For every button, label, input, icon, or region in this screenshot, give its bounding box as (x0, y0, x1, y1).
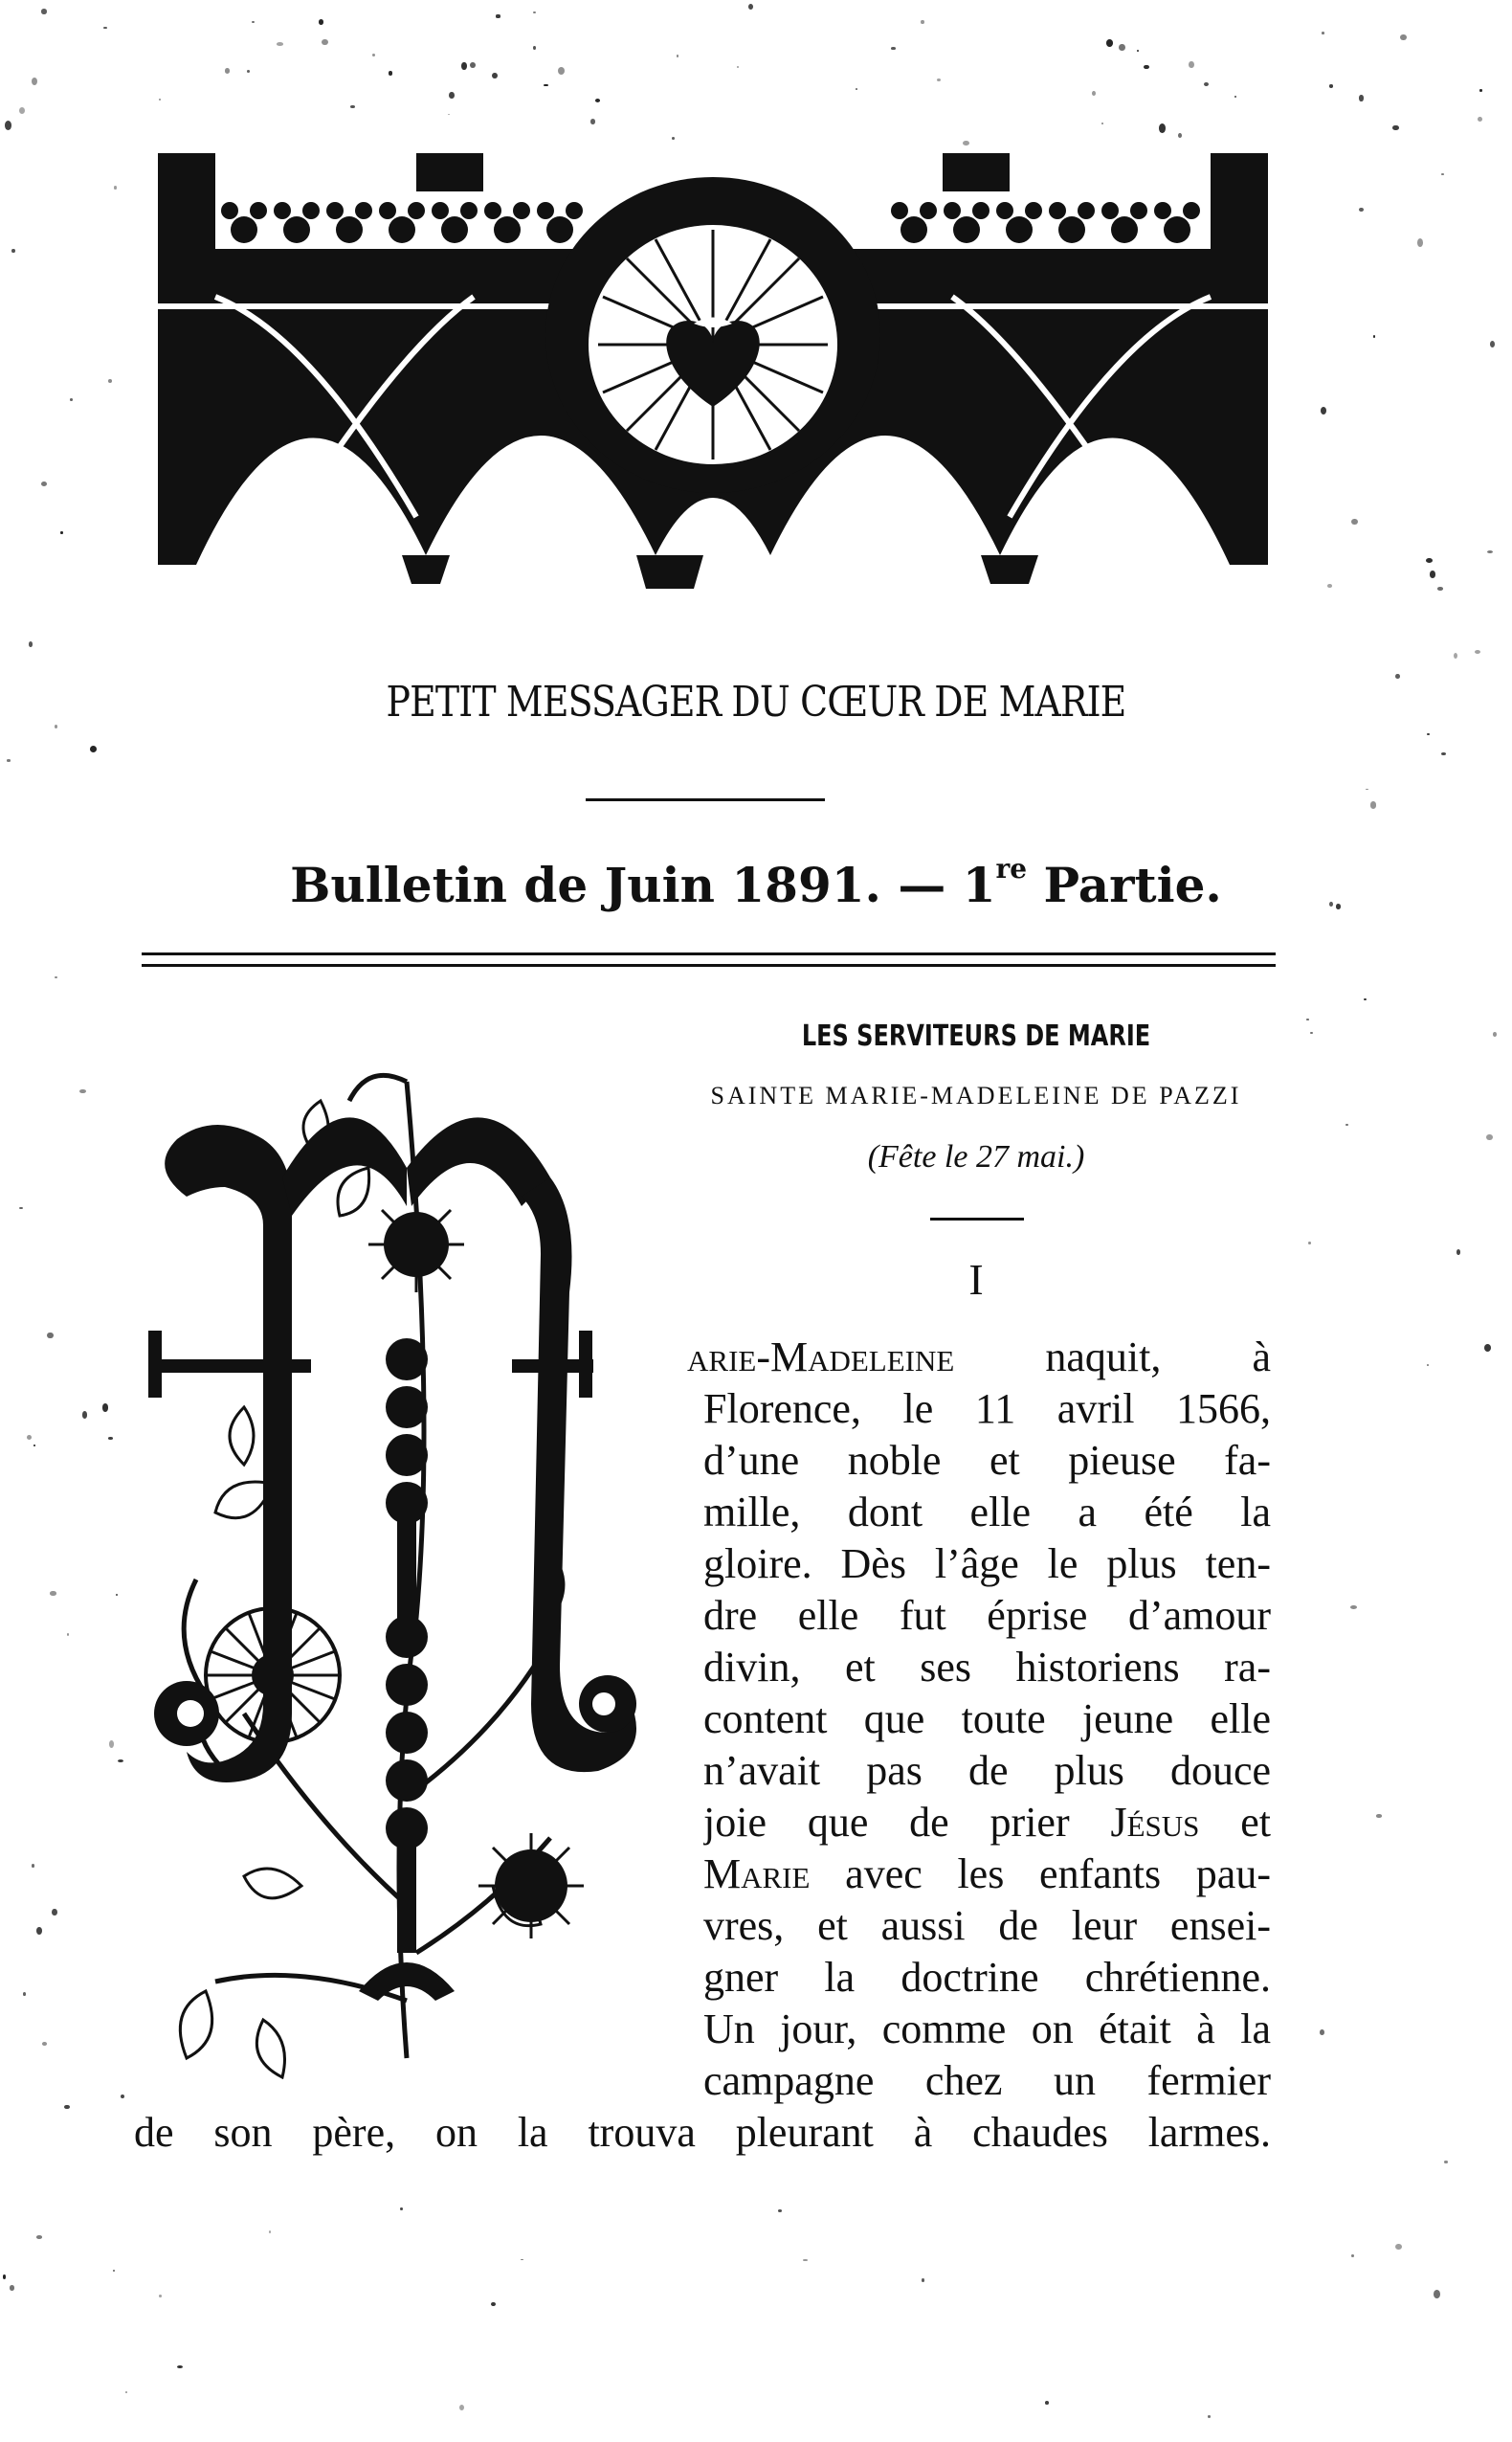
scan-speck (64, 2105, 69, 2110)
scan-speck (19, 1207, 23, 1210)
scan-speck (1430, 571, 1435, 577)
scan-speck (5, 121, 11, 129)
scan-speck (449, 92, 455, 99)
scan-speck (109, 1740, 115, 1748)
scan-speck (19, 107, 25, 114)
body-line-10-text: joie que de prier (703, 1799, 1111, 1846)
scan-speck (118, 1759, 124, 1763)
scan-speck (1366, 789, 1368, 791)
scan-speck (1359, 208, 1363, 212)
scan-speck (10, 2285, 14, 2291)
body-line-5: gloire. Dès l’âge le plus ten- (703, 1540, 1271, 1587)
scan-speck (1137, 50, 1139, 52)
scan-speck (492, 73, 498, 78)
scan-speck (595, 99, 601, 102)
scan-speck (36, 1927, 42, 1935)
body-line-10 (703, 1798, 1271, 1848)
scan-speck (116, 1594, 118, 1595)
scan-speck (1106, 39, 1113, 47)
scan-speck (1427, 1364, 1429, 1366)
scan-speck (1486, 1134, 1492, 1140)
scan-speck (82, 1411, 88, 1419)
scan-speck (11, 249, 15, 254)
scan-speck (29, 641, 33, 647)
scan-speck (177, 2365, 182, 2368)
body-line-6: dre elle fut éprise d’amour (703, 1592, 1271, 1639)
scan-speck (1329, 84, 1333, 87)
body-line-13: gner la doctrine chrétienne. (703, 1954, 1271, 2001)
scan-speck (1376, 1814, 1381, 1817)
scan-speck (47, 1333, 54, 1339)
scan-speck (1392, 125, 1398, 130)
scan-speck (1475, 650, 1480, 654)
bulletin-superscript: re (995, 853, 1028, 885)
scan-speck (1327, 584, 1332, 588)
scan-speck (400, 2207, 403, 2210)
scan-speck (52, 1909, 57, 1916)
scan-speck (1364, 998, 1367, 1001)
scan-speck (1208, 2415, 1211, 2418)
scan-speck (590, 119, 596, 124)
scan-speck (108, 379, 112, 383)
scan-speck (1321, 407, 1326, 414)
scan-speck (1454, 653, 1458, 660)
section-number: I (968, 1255, 984, 1304)
scan-speck (963, 141, 969, 146)
scan-speck (1426, 558, 1433, 563)
scan-speck (1351, 519, 1358, 526)
scan-speck (7, 759, 11, 762)
scan-speck (113, 2270, 115, 2272)
gothic-header-ornament (158, 153, 1268, 603)
scan-speck (448, 114, 451, 116)
scan-speck (891, 47, 896, 50)
scan-speck (1189, 61, 1194, 68)
body-line-11-text: avec les enfants pau- (810, 1850, 1271, 1897)
scan-speck (1417, 238, 1423, 247)
scan-speck (1234, 96, 1236, 97)
scan-speck (70, 398, 73, 401)
scan-speck (1437, 587, 1443, 590)
scan-speck (921, 20, 923, 24)
scan-speck (159, 2295, 162, 2297)
scan-speck (1351, 2254, 1354, 2257)
scan-speck (1144, 65, 1149, 70)
scan-speck (322, 39, 328, 45)
body-line-10-smallcaps: Jésus (1110, 1799, 1200, 1846)
scan-speck (1092, 91, 1096, 96)
scan-speck (319, 19, 324, 25)
scan-speck (372, 54, 375, 57)
scan-speck (937, 78, 941, 81)
body-line-9: n’avait pas de plus douce (703, 1747, 1271, 1794)
scan-speck (1045, 2401, 1049, 2405)
scan-speck (1101, 123, 1103, 124)
scan-speck (803, 2259, 807, 2262)
scan-speck (672, 137, 675, 140)
body-line-15: campagne chez un fermier (703, 2057, 1271, 2104)
scan-speck (1373, 335, 1376, 337)
scan-speck (55, 976, 57, 978)
scan-speck (496, 14, 500, 17)
scan-speck (737, 66, 739, 68)
body-line-8: content que toute jeune elle (703, 1695, 1271, 1742)
body-line-16: de son père, on la trouva pleurant à chaudes larmes. (134, 2109, 1271, 2156)
scan-speck (1478, 117, 1482, 122)
bulletin-prefix: Bulletin de Juin 1891. — 1 (290, 857, 996, 913)
scan-speck (1441, 752, 1446, 755)
scan-speck (23, 1992, 26, 1996)
feast-day: (Fête le 27 mai.) (867, 1139, 1085, 1175)
scan-speck (470, 62, 477, 69)
saint-name: SAINTE MARIE-MADELEINE DE PAZZI (710, 1082, 1242, 1109)
body-line-4: mille, dont elle a été la (703, 1489, 1271, 1535)
scan-speck (1487, 550, 1493, 553)
body-line-11-smallcaps: Marie (703, 1850, 811, 1897)
scan-speck (32, 78, 37, 85)
scan-speck (1178, 133, 1182, 138)
scan-speck (1484, 1344, 1491, 1352)
scan-speck (159, 99, 162, 101)
scan-speck (459, 2405, 464, 2410)
scan-speck (521, 2259, 523, 2261)
scan-speck (50, 1591, 56, 1596)
scan-speck (3, 2274, 7, 2279)
scan-speck (677, 55, 678, 57)
title-divider (586, 798, 825, 801)
body-line-7: divin, et ses historiens ra- (703, 1644, 1271, 1691)
scan-speck (32, 1864, 34, 1868)
scan-speck (269, 2230, 271, 2233)
scan-speck (41, 9, 47, 13)
scan-speck (1427, 733, 1431, 735)
drop-cap-initial (129, 1043, 665, 2116)
scan-speck (778, 2209, 782, 2212)
scan-speck (1306, 1019, 1309, 1020)
scan-speck (103, 27, 107, 29)
scan-speck (389, 71, 393, 76)
body-line-1-text: naquit, à (954, 1333, 1271, 1380)
scan-speck (36, 2235, 42, 2238)
bulletin-line (0, 853, 1512, 913)
scan-speck (491, 2302, 495, 2306)
scan-speck (533, 46, 536, 50)
scan-speck (42, 2042, 47, 2046)
scan-speck (114, 186, 118, 190)
scan-speck (1322, 32, 1325, 34)
scan-speck (252, 21, 255, 23)
scan-speck (108, 1437, 112, 1440)
scan-speck (1308, 1242, 1311, 1245)
scan-speck (1204, 82, 1209, 86)
scan-speck (1320, 2029, 1324, 2035)
section-heading: LES SERVITEURS DE MARIE (801, 1019, 1151, 1053)
scan-speck (41, 482, 47, 486)
scan-speck (1444, 2161, 1448, 2164)
scan-speck (1456, 1249, 1460, 1255)
scan-speck (27, 1435, 32, 1440)
scan-speck (79, 1089, 86, 1093)
scan-speck (1479, 89, 1482, 91)
body-line-12: vres, et aussi de leur ensei- (703, 1902, 1271, 1949)
scan-speck (125, 2391, 127, 2393)
periodical-title: PETIT MESSAGER DU CŒUR DE MARIE (386, 678, 1126, 727)
scan-speck (1359, 95, 1363, 101)
scan-speck (67, 1633, 69, 1636)
scan-speck (247, 70, 250, 73)
scan-speck (1350, 1605, 1357, 1609)
body-line-14: Un jour, comme on était à la (703, 2005, 1271, 2052)
scan-speck (856, 88, 858, 90)
scan-speck (748, 4, 753, 10)
body-line-1 (687, 1333, 1271, 1382)
body-line-2: Florence, le 11 avril 1566, (703, 1385, 1271, 1432)
body-line-11 (703, 1849, 1271, 1899)
scan-speck (55, 725, 57, 728)
body-line-1-smallcaps: arie-Madeleine (687, 1333, 955, 1380)
scan-speck (922, 2278, 925, 2282)
scan-speck (121, 2095, 124, 2098)
body-line-3: d’une noble et pieuse fa- (703, 1437, 1271, 1484)
scan-speck (1493, 1032, 1498, 1037)
scan-speck (1310, 1032, 1313, 1034)
heading-divider (930, 1218, 1024, 1221)
scan-speck (277, 42, 283, 46)
scan-speck (60, 531, 62, 534)
scan-speck (1370, 801, 1377, 808)
scan-speck (102, 1403, 109, 1412)
scan-speck (1490, 341, 1495, 347)
scan-speck (533, 11, 536, 13)
bulletin-suffix: Partie. (1027, 857, 1222, 913)
scan-speck (350, 105, 354, 108)
scan-speck (558, 67, 565, 75)
scan-speck (1345, 1124, 1348, 1127)
double-rule-top (142, 952, 1276, 955)
scan-speck (1119, 44, 1125, 51)
scan-speck (461, 62, 466, 70)
scan-speck (1400, 34, 1406, 40)
scan-speck (1395, 2244, 1401, 2250)
scan-speck (225, 68, 230, 73)
scan-speck (1159, 123, 1166, 133)
body-line-10-tail: et (1199, 1799, 1271, 1846)
scan-speck (544, 84, 547, 86)
scan-speck (1434, 2290, 1440, 2298)
scan-speck (90, 746, 97, 752)
double-rule-bottom (142, 964, 1276, 967)
scan-speck (1441, 173, 1444, 175)
